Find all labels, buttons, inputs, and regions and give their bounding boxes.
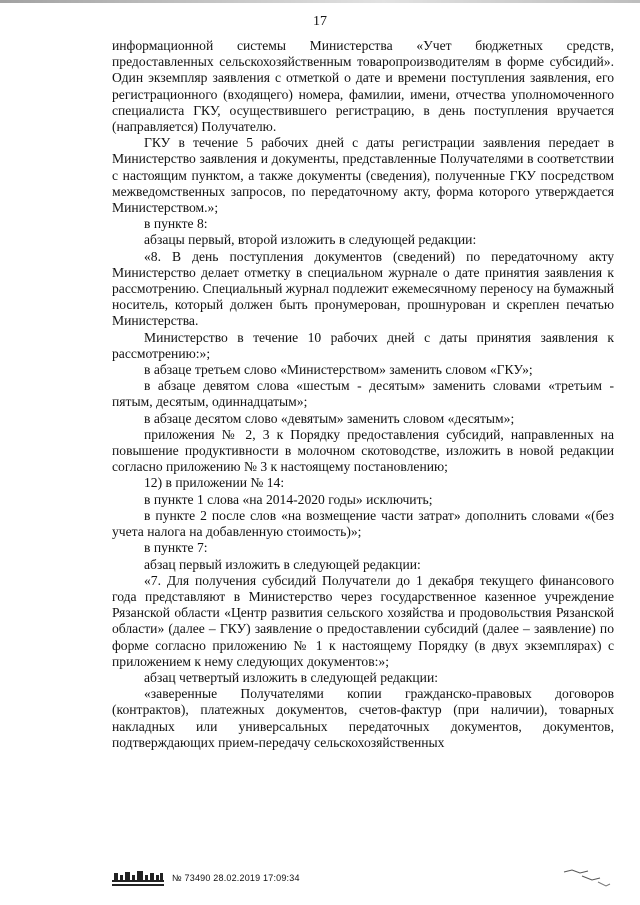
- paragraph: абзац первый изложить в следующей редакции:: [144, 556, 421, 572]
- handwritten-mark-icon: [562, 866, 612, 890]
- registration-footer: [112, 869, 300, 887]
- paragraph: абзацы первый, второй изложить в следующей редакции:: [144, 232, 477, 248]
- paragraph: «заверенные Получателями копии гражданско-правовых договоров (контрактов), платежных документов, счетов-фактур (при наличии), товарных накладных или универсальных передаточных документов, документов, подтверждающих прием-передачу сельскохозяйственных: [112, 686, 614, 750]
- document-body: [112, 38, 614, 751]
- page-number: 17: [313, 14, 327, 29]
- registry-emblem-icon: [112, 870, 164, 886]
- paragraph: «8. В день поступления документов (сведений) по передаточному акту Министерство делает отметку в специальном журнале о дате принятия заявления к рассмотрению. Специальный журнал подлежит ежемесячному переносу на бумажный носитель, который должен быть пронумерован, прошнурован и скреплен печатью Министерства.: [112, 248, 614, 329]
- paragraph: ГКУ в течение 5 рабочих дней с даты регистрации заявления передает в Министерство заявления и документы, представленные Получателями в соответствии с настоящим пунктом, а также документы (сведения), полученные ГКУ посредством межведомственных запросов, по передаточному акту, форма которого утверждается Министерством.»;: [112, 135, 614, 216]
- paragraph: 12) в приложении № 14:: [144, 475, 285, 491]
- paragraph: в пункте 1 слова «на 2014-2020 годы» исключить;: [144, 491, 433, 507]
- paragraph: приложения № 2, 3 к Порядку предоставления субсидий, направленных на повышение продуктивности в молочном скотоводстве, изложить в новой редакции согласно приложению № 3 к настоящему постановлению;: [112, 426, 614, 475]
- registration-stamp: № 73490 28.02.2019 17:09:34: [172, 873, 300, 883]
- paragraph: в пункте 8:: [144, 216, 208, 232]
- paragraph: информационной системы Министерства «Учет бюджетных средств, предоставленных сельскохозяйственным товаропроизводителям в форме субсидий». Один экземпляр заявления с отметкой о дате и времени поступления заявления, его регистрационного (входящего) номера, фамилии, имени, отчества уполномоченного специалиста ГКУ, осуществившего регистрацию, в день поступления вручается (направляется) Получателю.: [112, 38, 614, 135]
- paragraph: Министерство в течение 10 рабочих дней с даты принятия заявления к рассмотрению:»;: [112, 329, 614, 361]
- paragraph: абзац четвертый изложить в следующей редакции:: [144, 669, 439, 685]
- paragraph: в пункте 7:: [144, 540, 208, 556]
- paragraph: в абзаце девятом слова «шестым - десятым» заменить словами «третьим - пятым, десятым, одиннадцатым»;: [112, 378, 614, 410]
- paragraph: в абзаце десятом слово «девятым» заменить словом «десятым»;: [144, 410, 515, 426]
- paragraph: в пункте 2 после слов «на возмещение части затрат» дополнить словами «(без учета налога на добавленную стоимость)»;: [112, 507, 614, 540]
- paragraph: «7. Для получения субсидий Получатели до 1 декабря текущего финансового года представляют в Министерство через государственное казенное учреждение Рязанской области «Центр развития сельского хозяйства и продовольствия Рязанской области» (далее – ГКУ) заявление о предоставлении субсидий (далее – заявление) по форме согласно приложению № 1 к настоящему Порядку (в двух экземплярах) с приложением к нему следующих документов:»;: [112, 572, 614, 669]
- scan-edge: [0, 0, 640, 3]
- paragraph: в абзаце третьем слово «Министерством» заменить словом «ГКУ»;: [144, 362, 533, 378]
